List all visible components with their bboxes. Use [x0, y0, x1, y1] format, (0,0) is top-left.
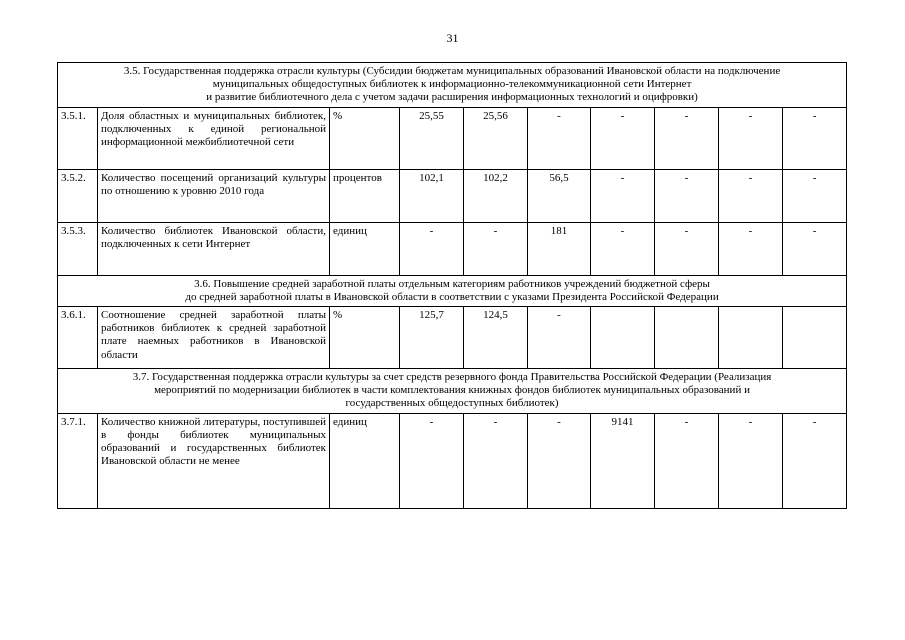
section-line: муниципальных общедоступных библиотек к информационно-телекоммуникационной сети Интернет: [212, 78, 692, 91]
value-cell: -: [591, 107, 655, 169]
indicator-name: Соотношение средней заработной платы работников библиотек к средней заработной плате наемных работников в Ивановской области: [98, 306, 330, 368]
value-cell: -: [528, 413, 591, 508]
value-cell: [655, 306, 719, 368]
value-cell: 181: [528, 222, 591, 275]
row-number: 3.6.1.: [58, 306, 98, 368]
value-cell: [591, 306, 655, 368]
value-cell: 25,56: [464, 107, 528, 169]
page-number: 31: [446, 31, 459, 45]
value-cell: -: [528, 306, 591, 368]
row-number: 3.5.2.: [58, 169, 98, 222]
row-number: 3.7.1.: [58, 413, 98, 508]
indicator-name: Количество библиотек Ивановской области, подключенных к сети Интернет: [98, 222, 330, 275]
value-cell: -: [783, 222, 847, 275]
table-row: [58, 413, 847, 508]
value-cell: [719, 306, 783, 368]
value-cell: -: [464, 413, 528, 508]
unit-cell: %: [330, 107, 400, 169]
value-cell: -: [655, 169, 719, 222]
unit-cell: %: [330, 306, 400, 368]
section-line: мероприятий по модернизации библиотек в части комплектования книжных фондов библиотек муниципальных образований и: [154, 384, 750, 397]
value-cell: -: [591, 169, 655, 222]
unit-cell: единиц: [330, 413, 400, 508]
row-number: 3.5.1.: [58, 107, 98, 169]
unit-cell: единиц: [330, 222, 400, 275]
indicators-table: [57, 62, 847, 509]
value-cell: 25,55: [400, 107, 464, 169]
table-row: [58, 169, 847, 222]
value-cell: 9141: [591, 413, 655, 508]
section-line: 3.7. Государственная поддержка отрасли культуры за счет средств резервного фонда Правительства Российской Федерации (Реализация: [132, 370, 772, 383]
value-cell: -: [400, 222, 464, 275]
section-line: до средней заработной платы в Ивановской области в соответствии с указами Президента Российской Федерации: [185, 290, 719, 303]
indicator-name: Доля областных и муниципальных библиотек, подключенных к единой региональной информационной межбиблиотечной сети: [98, 107, 330, 169]
section-line: и развитие библиотечного дела с учетом задачи расширения информационных технологий и оцифровки): [206, 91, 698, 104]
section-header-3-7: [58, 368, 847, 413]
section-header-3-5: [58, 63, 847, 108]
value-cell: [783, 306, 847, 368]
value-cell: -: [719, 413, 783, 508]
value-cell: -: [400, 413, 464, 508]
value-cell: -: [783, 413, 847, 508]
section-line: 3.6. Повышение средней заработной платы отдельным категориям работников учреждений бюджетной сферы: [194, 277, 710, 290]
row-number: 3.5.3.: [58, 222, 98, 275]
unit-cell: процентов: [330, 169, 400, 222]
value-cell: -: [719, 222, 783, 275]
value-cell: 124,5: [464, 306, 528, 368]
value-cell: -: [783, 107, 847, 169]
value-cell: -: [655, 222, 719, 275]
value-cell: -: [655, 107, 719, 169]
value-cell: -: [655, 413, 719, 508]
section-header-3-6: [58, 275, 847, 306]
table-row: [58, 222, 847, 275]
value-cell: -: [528, 107, 591, 169]
value-cell: -: [591, 222, 655, 275]
value-cell: 56,5: [528, 169, 591, 222]
indicator-name: Количество книжной литературы, поступившей в фонды библиотек муниципальных образований и государственных библиотек Ивановской области не менее: [98, 413, 330, 508]
value-cell: -: [464, 222, 528, 275]
value-cell: -: [783, 169, 847, 222]
table-row: [58, 306, 847, 368]
value-cell: 102,1: [400, 169, 464, 222]
section-line: государственных общедоступных библиотек): [345, 397, 559, 410]
value-cell: 125,7: [400, 306, 464, 368]
value-cell: -: [719, 169, 783, 222]
value-cell: -: [719, 107, 783, 169]
indicator-name: Количество посещений организаций культуры по отношению к уровню 2010 года: [98, 169, 330, 222]
table-row: [58, 107, 847, 169]
value-cell: 102,2: [464, 169, 528, 222]
section-line: 3.5. Государственная поддержка отрасли культуры (Субсидии бюджетам муниципальных образований Ивановской области на подключение: [123, 65, 781, 77]
